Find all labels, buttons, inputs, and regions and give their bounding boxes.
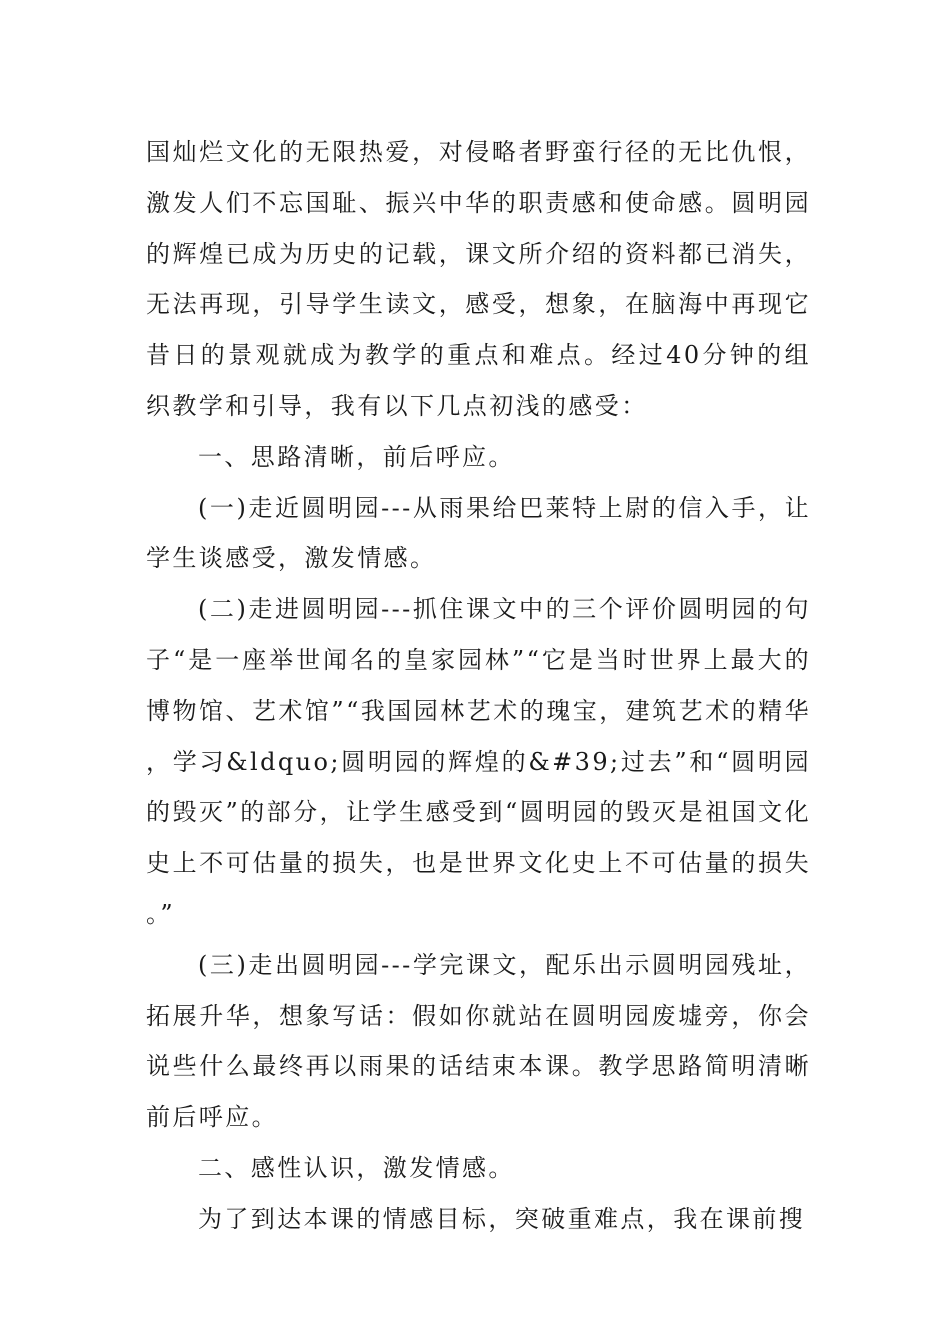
heading-section-two: 二、感性认识，激发情感。 (198, 1153, 515, 1182)
paragraph-point-three: (三)走出圆明园---学完课文，配乐出示圆明园残址，拓展升华，想象写话：假如你就站在圆明园废墟旁，你会说些什么最终再以雨果的话结束本课。教学思路简明清晰前后呼应。 (146, 950, 811, 1132)
paragraph-point-one: (一)走近圆明园---从雨果给巴莱特上尉的信入手，让学生谈感受，激发情感。 (146, 493, 811, 573)
paragraph-section-two-start: 为了到达本课的情感目标，突破重难点，我在课前搜 (198, 1204, 806, 1233)
heading-section-one: 一、思路清晰，前后呼应。 (198, 442, 515, 471)
document-body (146, 127, 811, 1245)
paragraph-intro: 国灿烂文化的无限热爱，对侵略者野蛮行径的无比仇恨，激发人们不忘国耻、振兴中华的职责感和使命感。圆明园的辉煌已成为历史的记载，课文所介绍的资料都已消失，无法再现，引导学生读文，感受，想象，在脑海中再现它昔日的景观就成为教学的重点和难点。经过40分钟的组织教学和引导，我有以下几点初浅的感受： (146, 138, 811, 420)
paragraph-point-two: (二)走进圆明园---抓住课文中的三个评价圆明园的句子“是一座举世闻名的皇家园林”“它是当时世界上最大的博物馆、艺术馆”“我国园林艺术的瑰宝，建筑艺术的精华，学习&ldquo;圆明园的辉煌的&#39;过去”和“圆明园的毁灭”的部分，让学生感受到“圆明园的毁灭是祖国文化史上不可估量的损失，也是世界文化史上不可估量的损失。” (146, 595, 811, 928)
